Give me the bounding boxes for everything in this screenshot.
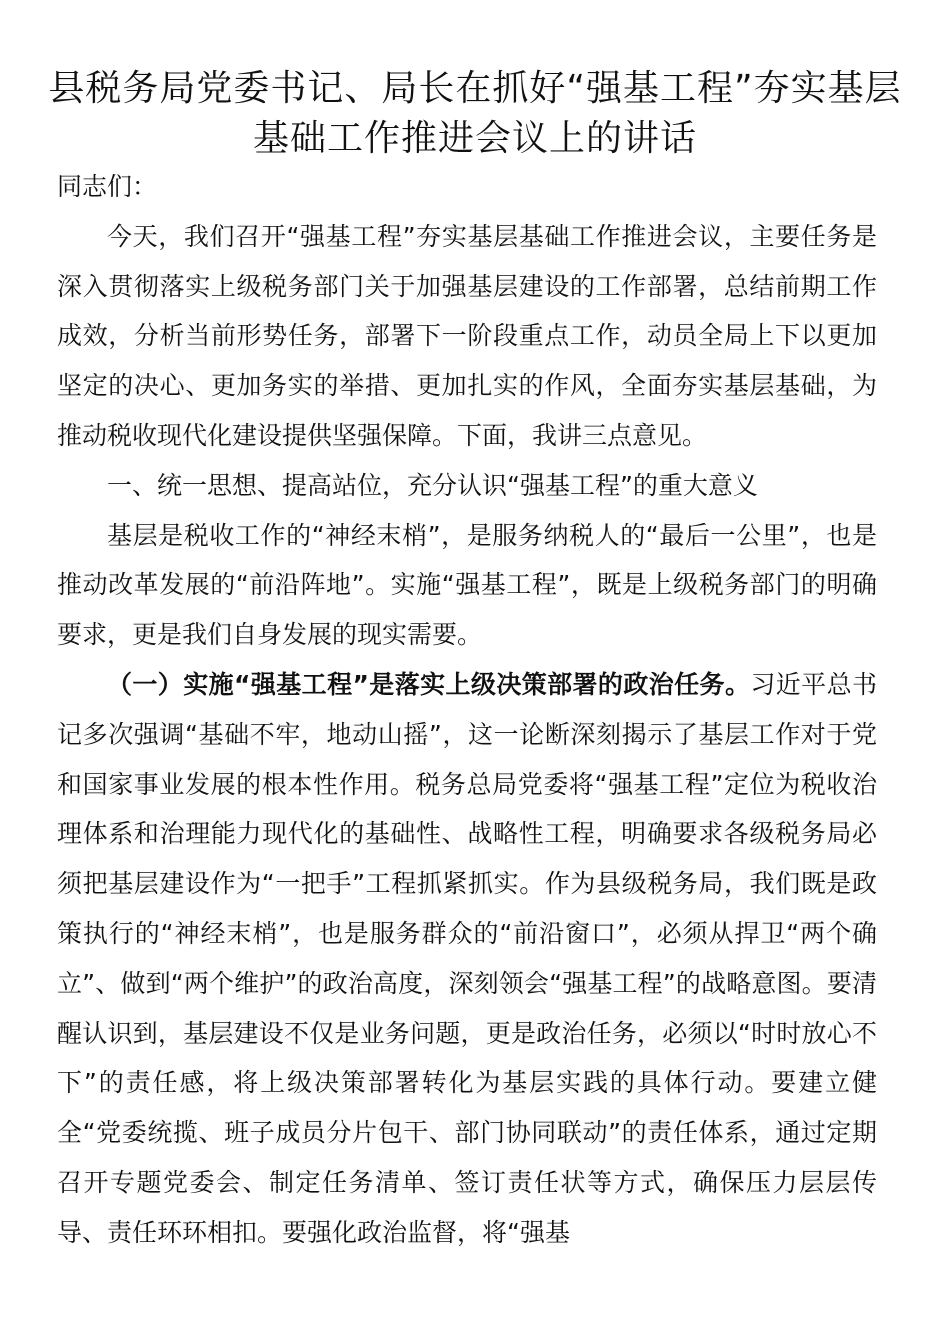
document-title: 县税务局党委书记、局长在抓好“强基工程”夯实基层基础工作推进会议上的讲话 [48, 68, 902, 159]
paragraph-section-1 [57, 511, 877, 660]
paragraph-text: 今天，我们召开“强基工程”夯实基层基础工作推进会议，主要任务是深入贯彻落实上级税务部门关于加强基层建设的工作部署，总结前期工作成效，分析当前形势任务，部署下一阶段重点工作，动员全局上下以更加坚定的决心、更加务实的举措、更加扎实的作风，全面夯实基层基础，为推动税收现代化建设提供坚强保障。下面，我讲三点意见。 [57, 221, 877, 450]
section-heading-text: 一、统一思想、提高站位，充分认识“强基工程”的重大意义 [107, 470, 758, 500]
paragraph-text: 基层是税收工作的“神经末梢”，是服务纳税人的“最后一公里”，也是推动改革发展的“前沿阵地”。实施“强基工程”，既是上级税务部门的明确要求，更是我们自身发展的现实需要。 [57, 520, 877, 650]
document-body [57, 162, 877, 1258]
section-heading-1 [57, 461, 877, 511]
paragraph-text: 习近平总书记多次强调“基础不牢，地动山摇”，这一论断深刻揭示了基层工作对于党和国家事业发展的根本性作用。税务总局党委将“强基工程”定位为税收治理体系和治理能力现代化的基础性、战略性工程，明确要求各级税务局必须把基层建设作为“一把手”工程抓紧抓实。作为县级税务局，我们既是政策执行的“神经末梢”，也是服务群众的“前沿窗口”，必须从捍卫“两个确立”、做到“两个维护”的政治高度，深刻领会“强基工程”的战略意图。要清醒认识到，基层建设不仅是业务问题，更是政治任务，必须以“时时放心不下”的责任感，将上级决策部署转化为基层实践的具体行动。要建立健全“党委统揽、班子成员分片包干、部门协同联动”的责任体系，通过定期召开专题党委会、制定任务清单、签订责任状等方式，确保压力层层传导、责任环环相扣。要强化政治监督，将“强基 [57, 669, 877, 1247]
paragraph-intro [57, 212, 877, 461]
subsection-lead: （一）实施“强基工程”是落实上级决策部署的政治任务。 [107, 669, 751, 699]
salutation: 同志们： [57, 172, 158, 201]
paragraph-subsection-1 [57, 660, 877, 1258]
